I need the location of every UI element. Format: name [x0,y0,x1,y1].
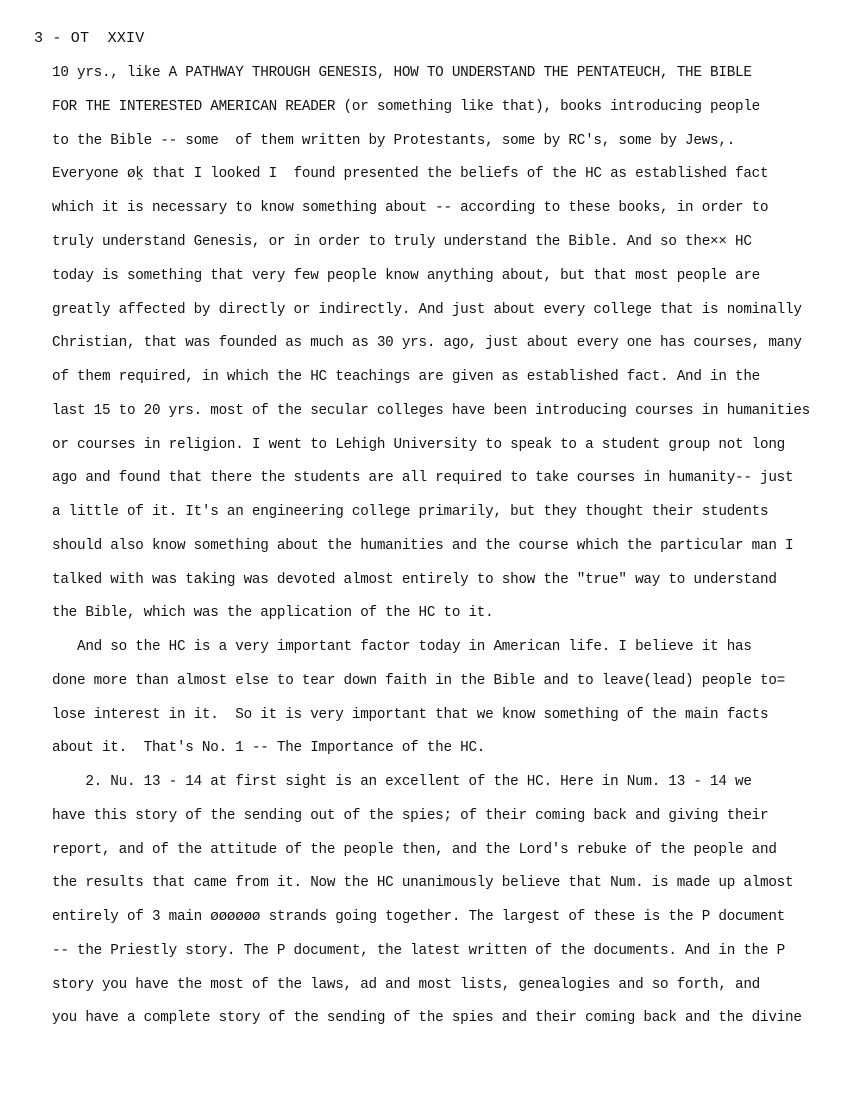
text-line: have this story of the sending out of the spies; of their coming back and giving their [52,808,769,824]
text-line: truly understand Genesis, or in order to truly understand the Bible. And so the×× HC [52,234,752,250]
page-reference: 3 - OT XXIV [34,30,145,47]
text-line: ago and found that there the students are all required to take courses in humanity-- just [52,470,794,486]
text-line: to the Bible -- some of them written by Protestants, some by RC's, some by Jews,. [52,133,736,149]
text-line: about it. That's No. 1 -- The Importance of the HC. [52,740,486,756]
text-line: And so the HC is a very important factor today in American life. I believe it has [52,639,752,655]
text-line: which it is necessary to know something about -- according to these books, in order to [52,200,769,216]
text-line: Christian, that was founded as much as 30 yrs. ago, just about every one has courses, many [52,335,802,351]
text-line: you have a complete story of the sending of the spies and their coming back and the divine [52,1010,802,1026]
text-line: greatly affected by directly or indirectly. And just about every college that is nominally [52,302,802,318]
text-line: today is something that very few people know anything about, but that most people are [52,268,761,284]
text-line: done more than almost else to tear down faith in the Bible and to leave(lead) people to= [52,673,785,689]
text-line: 2. Nu. 13 - 14 at first sight is an excellent of the HC. Here in Num. 13 - 14 we [52,774,752,790]
text-line: of them required, in which the HC teachings are given as established fact. And in the [52,369,761,385]
text-line: story you have the most of the laws, ad and most lists, genealogies and so forth, and [52,977,761,993]
text-line: lose interest in it. So it is very important that we know something of the main facts [52,707,769,723]
text-line: the results that came from it. Now the HC unanimously believe that Num. is made up almost [52,875,794,891]
text-line: Everyone øḵ that I looked I found presented the beliefs of the HC as established fact [52,166,769,182]
text-line: or courses in religion. I went to Lehigh University to speak to a student group not long [52,437,785,453]
text-line: FOR THE INTERESTED AMERICAN READER (or something like that), books introducing people [52,99,761,115]
text-line: should also know something about the humanities and the course which the particular man I [52,538,794,554]
text-line: the Bible, which was the application of the HC to it. [52,605,494,621]
text-line: talked with was taking was devoted almost entirely to show the "true" way to understand [52,572,777,588]
text-line: report, and of the attitude of the people then, and the Lord's rebuke of the people and [52,842,777,858]
text-line: -- the Priestly story. The P document, the latest written of the documents. And in the P [52,943,785,959]
text-line: entirely of 3 main øøøøøø strands going together. The largest of these is the P document [52,909,785,925]
text-line: 10 yrs., like A PATHWAY THROUGH GENESIS, HOW TO UNDERSTAND THE PENTATEUCH, THE BIBLE [52,65,752,81]
text-line: a little of it. It's an engineering college primarily, but they thought their students [52,504,769,520]
text-line: last 15 to 20 yrs. most of the secular colleges have been introducing courses in humanities [52,403,810,419]
